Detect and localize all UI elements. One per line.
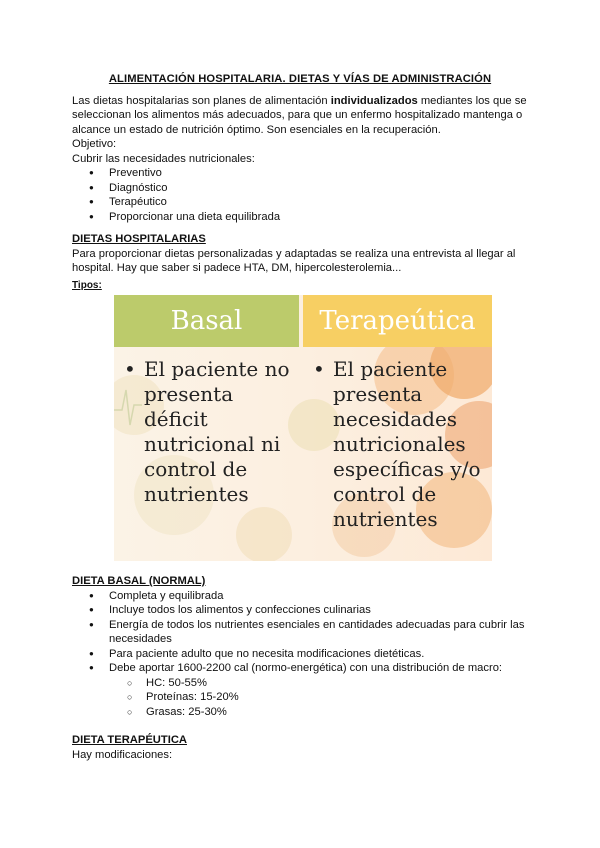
terapeutica-header: Terapeútica	[303, 295, 492, 347]
document-page	[72, 72, 528, 293]
intro-text-before: Las dietas hospitalarias son planes de alimentación	[72, 94, 331, 107]
intro-paragraph	[72, 94, 528, 138]
basal-heading: DIETA BASAL (NORMAL)	[72, 575, 206, 587]
objetivo-list	[72, 166, 528, 224]
diet-types-diagram	[114, 295, 492, 561]
basal-header: Basal	[114, 295, 299, 347]
basal-list	[72, 589, 528, 720]
bullet-icon: •	[313, 357, 325, 381]
basal-description	[124, 357, 299, 507]
sub-list-item: ○ Grasas: 25-30%	[72, 705, 528, 720]
document-title: ALIMENTACIÓN HOSPITALARIA. DIETAS Y VÍAS DE ADMINISTRACIÓN	[108, 73, 492, 85]
bullet-icon: •	[124, 357, 136, 381]
list-item: ● Completa y equilibrada	[72, 589, 528, 604]
lower-section	[72, 574, 528, 762]
basal-text: El paciente no presenta déficit nutricional ni control de nutrientes	[144, 357, 290, 506]
sub-list-item: ○ Proteínas: 15-20%	[72, 690, 528, 705]
list-item: ● Energía de todos los nutrientes esenciales en cantidades adecuadas para cubrir las necesidades	[72, 618, 528, 647]
sub-list-item: ○ HC: 50-55%	[72, 676, 528, 691]
dietas-heading: DIETAS HOSPITALARIAS	[72, 233, 206, 245]
macros-list	[72, 676, 528, 720]
intro-bold-word: individualizados	[330, 94, 418, 107]
list-item: ● Incluye todos los alimentos y confecciones culinarias	[72, 603, 528, 618]
dietas-text: Para proporcionar dietas personalizadas y adaptadas se realiza una entrevista al llegar al hospital. Hay que saber si padece HTA, DM, hipercolesterolemia...	[72, 247, 516, 274]
terapeutica-text: Hay modificaciones:	[72, 748, 173, 761]
list-item: ● Terapéutico	[72, 195, 528, 210]
list-item	[72, 661, 528, 719]
list-item: ● Proporcionar una dieta equilibrada	[72, 210, 528, 225]
list-item: ● Para paciente adulto que no necesita modificaciones dietéticas.	[72, 647, 528, 662]
list-item-text: Debe aportar 1600-2200 cal (normo-energética) con una distribución de macro:	[109, 662, 503, 674]
list-item: ● Diagnóstico	[72, 181, 528, 196]
terapeutica-description	[313, 357, 488, 532]
terapeutica-text: El paciente presenta necesidades nutricionales específicas y/o control de nutrientes	[333, 357, 481, 531]
objetivo-text: Cubrir las necesidades nutricionales:	[72, 152, 255, 165]
terapeutica-heading: DIETA TERAPÉUTICA	[72, 734, 187, 746]
objetivo-label: Objetivo:	[72, 138, 117, 150]
list-item: ● Preventivo	[72, 166, 528, 181]
intro-text-after: mediantes los que se seleccionan los alimentos más adecuados, para que un enfermo hospitalizado mantenga o alcance un estado de nutrición óptimo. Son esenciales en la recuperación.	[72, 94, 527, 136]
tipos-label: Tipos:	[72, 279, 102, 291]
